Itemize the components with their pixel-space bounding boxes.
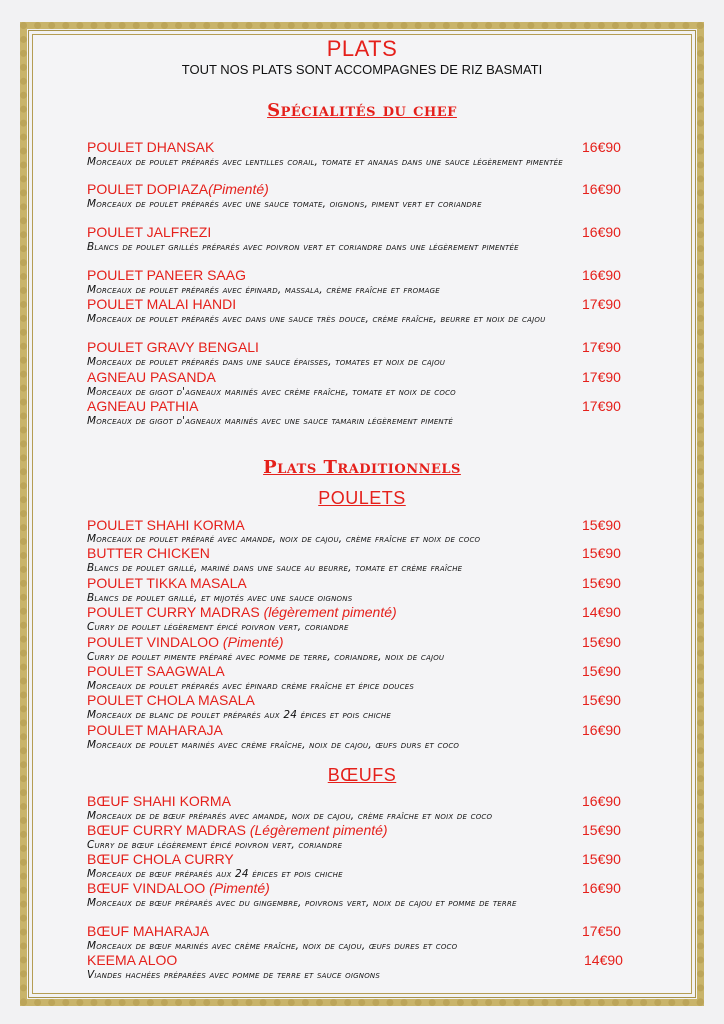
dish-description: Morceaux de de bœuf préparés avec amande, noix de cajou, crème fraîche et noix de coco xyxy=(87,810,493,822)
dish-price: 16€90 xyxy=(582,139,621,155)
dish-name: POULET DOPIAZA(Pimenté) xyxy=(87,181,269,197)
dish-price: 16€90 xyxy=(582,224,621,240)
dish-description: Morceaux de poulet préparés avec épinard crème fraîche et épice douces xyxy=(87,680,414,692)
dish-name: BŒUF CURRY MADRAS (Légèrement pimenté) xyxy=(87,822,388,838)
dish-description: Curry de poulet pimente préparé avec pomme de terre, coriandre, noix de cajou xyxy=(87,651,445,663)
dish-name: BŒUF MAHARAJA xyxy=(87,923,210,939)
dish-description: Viandes hachées préparées avec pomme de terre et sauce oignons xyxy=(87,969,381,981)
dish-price: 15€90 xyxy=(582,517,621,533)
dish-name: POULET MALAI HANDI xyxy=(87,296,237,312)
dish-price: 15€90 xyxy=(582,575,621,591)
dish-name: POULET CHOLA MASALA xyxy=(87,692,255,708)
dish-price: 16€90 xyxy=(582,880,621,896)
dish-price: 16€90 xyxy=(582,181,621,197)
dish-name: BUTTER CHICKEN xyxy=(87,545,210,561)
dish-name: BŒUF VINDALOO (Pimenté) xyxy=(87,880,270,896)
dish-price: 17€90 xyxy=(582,296,621,312)
dish-description: Blancs de poulet grillés préparés avec poivron vert et coriandre dans une légèrement pimentée xyxy=(87,241,519,253)
dish-name: POULET DHANSAK xyxy=(87,139,215,155)
dish-description: Morceaux de gigot d'agneaux marinés avec crème fraîche, tomate et noix de coco xyxy=(87,386,456,398)
dish-name: POULET CURRY MADRAS (légèrement pimenté) xyxy=(87,604,397,620)
dish-name: POULET SHAHI KORMA xyxy=(87,517,245,533)
dish-description: Morceaux de poulet préparés avec dans une sauce très douce, crème fraîche, beurre et noix de cajou xyxy=(87,313,546,325)
dish-price: 14€90 xyxy=(582,604,621,620)
dish-description: Blancs de poulet grillé, et mijotés avec une sauce oignons xyxy=(87,592,353,604)
dish-description: Morceaux de bœuf préparés avec du gingembre, poivrons vert, noix de cajou et pomme de terre xyxy=(87,897,517,909)
dish-price: 15€90 xyxy=(582,692,621,708)
dish-price: 15€90 xyxy=(582,851,621,867)
dish-price: 17€90 xyxy=(582,369,621,385)
dish-price: 16€90 xyxy=(582,267,621,283)
dish-description: Morceaux de bœuf marinés avec crème fraîche, noix de cajou, œufs dures et coco xyxy=(87,940,458,952)
dish-description: Morceaux de poulet préparés avec une sauce tomate, oignons, piment vert et coriandre xyxy=(87,198,482,210)
dish-price: 17€50 xyxy=(582,923,621,939)
dish-description: Morceaux de poulet préparés avec épinard, massala, crème fraîche et fromage xyxy=(87,284,440,296)
dish-price: 14€90 xyxy=(584,952,623,968)
dish-description: Morceaux de poulet marinés avec crème fraîche, noix de cajou, œufs durs et coco xyxy=(87,739,460,751)
dish-price: 15€90 xyxy=(582,634,621,650)
dish-description: Morceaux de poulet préparés avec lentilles corail, tomate et ananas dans une sauce légèrement pimentée xyxy=(87,156,563,168)
dish-description: Curry de bœuf légèrement épicé poivron vert, coriandre xyxy=(87,839,343,851)
dish-name: POULET PANEER SAAG xyxy=(87,267,246,283)
dish-description: Morceaux de blanc de poulet préparés aux 24 épices et pois chiche xyxy=(87,709,392,721)
page-title: PLATS xyxy=(326,36,398,61)
dish-description: Morceaux de poulet préparés dans une sauce épaisses, tomates et noix de cajou xyxy=(87,356,446,368)
subsection-heading-poulets: POULETS xyxy=(318,488,406,508)
dish-name: AGNEAU PATHIA xyxy=(87,398,199,414)
dish-price: 15€90 xyxy=(582,822,621,838)
section-heading-traditional: Plats Traditionnels xyxy=(263,457,461,478)
dish-price: 16€90 xyxy=(582,793,621,809)
dish-name: BŒUF SHAHI KORMA xyxy=(87,793,231,809)
dish-price: 15€90 xyxy=(582,663,621,679)
dish-name: AGNEAU PASANDA xyxy=(87,369,216,385)
section-heading-chef: Spécialités du chef xyxy=(267,100,457,121)
dish-price: 17€90 xyxy=(582,339,621,355)
dish-name: POULET GRAVY BENGALI xyxy=(87,339,259,355)
dish-name: BŒUF CHOLA CURRY xyxy=(87,851,234,867)
dish-price: 17€90 xyxy=(582,398,621,414)
dish-name: POULET MAHARAJA xyxy=(87,722,223,738)
dish-description: Blancs de poulet grillé, mariné dans une sauce au beurre, tomate et crème fraîche xyxy=(87,562,463,574)
dish-price: 15€90 xyxy=(582,545,621,561)
dish-name: POULET VINDALOO (Pimenté) xyxy=(87,634,284,650)
dish-description: Morceaux de gigot d'agneaux marinés avec une sauce tamarin légèrement pimenté xyxy=(87,415,453,427)
dish-description: Morceaux de bœuf préparés aux 24 épices et pois chiche xyxy=(87,868,343,880)
dish-name: POULET JALFREZI xyxy=(87,224,212,240)
dish-name: KEEMA ALOO xyxy=(87,952,178,968)
dish-description: Morceaux de poulet préparé avec amande, noix de cajou, crème fraîche et noix de coco xyxy=(87,533,481,545)
page-subtitle: TOUT NOS PLATS SONT ACCOMPAGNES DE RIZ BASMATI xyxy=(181,62,543,77)
dish-description: Curry de poulet légèrement épicé poivron vert, coriandre xyxy=(87,621,349,633)
subsection-heading-boeufs: BŒUFS xyxy=(327,765,397,785)
dish-name: POULET SAAGWALA xyxy=(87,663,225,679)
dish-name: POULET TIKKA MASALA xyxy=(87,575,247,591)
dish-price: 16€90 xyxy=(582,722,621,738)
